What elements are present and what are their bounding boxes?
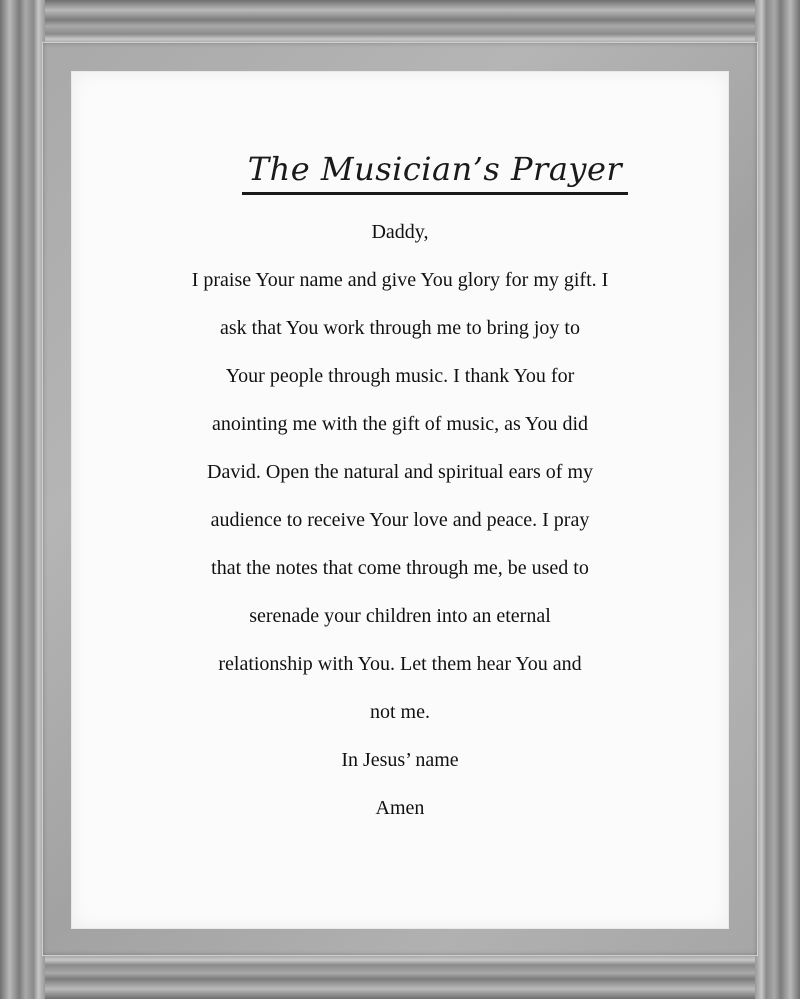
prayer-line: Your people through music. I thank You for	[225, 365, 575, 387]
prayer-paper	[72, 72, 728, 928]
prayer-body	[72, 220, 728, 844]
prayer-line: ask that You work through me to bring joy to	[220, 317, 580, 339]
prayer-line: anointing me with the gift of music, as You did	[211, 413, 589, 435]
prayer-line: Amen	[375, 797, 425, 819]
prayer-line: I praise Your name and give You glory for my gift. I	[191, 269, 609, 291]
prayer-line: relationship with You. Let them hear You and	[218, 653, 582, 675]
prayer-line: not me.	[370, 701, 430, 723]
prayer-line: In Jesus’ name	[341, 749, 459, 771]
prayer-line: audience to receive Your love and peace. I pray	[210, 509, 590, 531]
prayer-line: serenade your children into an eternal	[249, 605, 551, 627]
prayer-title-text: The Musician’s Prayer	[242, 150, 628, 195]
prayer-line: that the notes that come through me, be used to	[211, 557, 589, 579]
prayer-line: David. Open the natural and spiritual ears of my	[207, 461, 593, 483]
prayer-title	[72, 150, 728, 195]
prayer-line: Daddy,	[371, 221, 429, 243]
